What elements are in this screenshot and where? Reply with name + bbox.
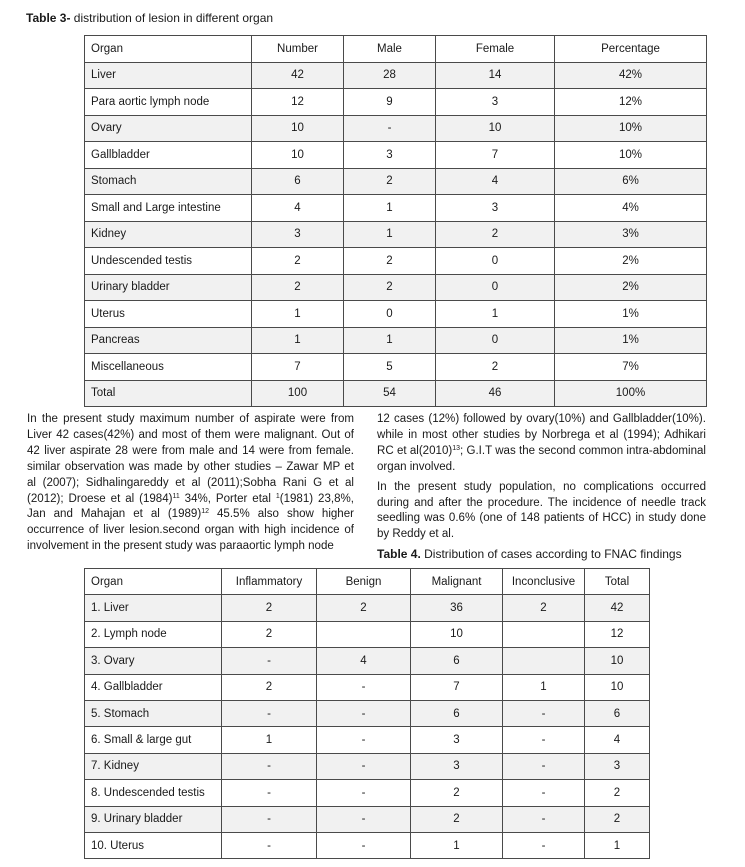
table-cell: - — [222, 832, 317, 858]
text-run: In the present study maximum number of aspirate were from Liver 42 cases(42%) and most of them were malignant. Out of 42 liver aspirate 28 were from male and 14 were from female. similar observation was made by other studies – Zawar MP et al (2007); Sidhalingareddy et al (2011);Sobha Rani G et al (2012); Droese et al (1984) — [27, 413, 354, 505]
table-cell: - — [317, 700, 411, 726]
table-row — [85, 89, 707, 116]
table-cell: 2 — [344, 168, 436, 195]
table4 — [84, 568, 650, 859]
table-row — [85, 327, 707, 354]
table-cell: 1% — [555, 301, 707, 328]
table-cell — [503, 648, 585, 674]
table-cell: 10. Uterus — [85, 832, 222, 858]
table-header-cell: Inflammatory — [222, 569, 317, 595]
table-cell: - — [344, 115, 436, 142]
table3 — [84, 35, 707, 407]
table3-caption — [26, 11, 273, 25]
table-cell: 6 — [411, 648, 503, 674]
table-cell: - — [503, 727, 585, 753]
table-cell: Pancreas — [85, 327, 252, 354]
table-cell: 4 — [585, 727, 650, 753]
table-header-cell: Organ — [85, 36, 252, 63]
body-text-left-column — [27, 412, 354, 555]
table-row — [85, 780, 650, 806]
table-cell: 3 — [436, 195, 555, 222]
table-cell: 12 — [252, 89, 344, 116]
table-header-cell: Malignant — [411, 569, 503, 595]
table4-title: Distribution of cases according to FNAC findings — [420, 547, 682, 561]
table-cell — [317, 621, 411, 647]
body-paragraph — [377, 480, 706, 544]
table-cell: 2% — [555, 248, 707, 275]
table-row — [85, 195, 707, 222]
text-run: 34%, Porter etal — [179, 492, 276, 505]
table-header-cell: Benign — [317, 569, 411, 595]
table-cell: 6 — [585, 700, 650, 726]
table-cell: 2 — [222, 674, 317, 700]
table-cell: 2 — [436, 221, 555, 248]
table-cell: 2 — [436, 354, 555, 381]
table-cell: 4 — [252, 195, 344, 222]
table-cell: 14 — [436, 62, 555, 89]
body-paragraph — [27, 412, 354, 555]
table-cell: 1 — [222, 727, 317, 753]
table-cell: 4. Gallbladder — [85, 674, 222, 700]
table-cell: 10% — [555, 142, 707, 169]
table-cell: - — [222, 780, 317, 806]
table-cell: - — [503, 700, 585, 726]
table-cell: 1 — [503, 674, 585, 700]
table-cell: 3% — [555, 221, 707, 248]
table-row — [85, 274, 707, 301]
table-cell: 12% — [555, 89, 707, 116]
table-cell: 100% — [555, 380, 707, 407]
table-header-row — [85, 569, 650, 595]
table-cell: 46 — [436, 380, 555, 407]
table-header-cell: Number — [252, 36, 344, 63]
table-cell: 4% — [555, 195, 707, 222]
table-cell: 0 — [344, 301, 436, 328]
table-cell: 10 — [585, 674, 650, 700]
table-cell: 1 — [411, 832, 503, 858]
table-cell: 100 — [252, 380, 344, 407]
table-cell: 10 — [436, 115, 555, 142]
citation-superscript: 1 — [275, 492, 280, 500]
table-cell: 0 — [436, 327, 555, 354]
table-cell: 42 — [252, 62, 344, 89]
text-run: 12 cases (12%) followed by ovary(10%) and Gallbladder(10%). while in most other studies by Norbrega et al (1994); Adhikari RC et al(2010) — [377, 413, 706, 457]
table-cell: 10 — [411, 621, 503, 647]
table-cell: Gallbladder — [85, 142, 252, 169]
table3-title: distribution of lesion in different organ — [70, 11, 274, 25]
table-cell: 5. Stomach — [85, 700, 222, 726]
text-run: 45.5% also show higher occurrence of liver lesion.second organ with high incidence of involvement in the present study was paraaortic lymph node — [27, 508, 354, 553]
table-cell: 6% — [555, 168, 707, 195]
table-row — [85, 168, 707, 195]
table-cell: 10 — [252, 142, 344, 169]
table-cell: 2 — [411, 780, 503, 806]
table-cell: 28 — [344, 62, 436, 89]
table-cell: 3 — [252, 221, 344, 248]
table4-caption — [377, 547, 682, 561]
citation-superscript: 12 — [201, 508, 209, 516]
table-cell: - — [503, 753, 585, 779]
table-cell: Undescended testis — [85, 248, 252, 275]
table-row — [85, 354, 707, 381]
table-cell: 2 — [344, 248, 436, 275]
table-row — [85, 806, 650, 832]
table-cell: 2. Lymph node — [85, 621, 222, 647]
table-row — [85, 221, 707, 248]
table-row — [85, 700, 650, 726]
text-run: (1981) 23,8%, Jan and Mahajan et al (1989) — [27, 492, 354, 521]
table-header-row — [85, 36, 707, 63]
table-cell: Ovary — [85, 115, 252, 142]
table-row — [85, 648, 650, 674]
table-cell: 1 — [252, 301, 344, 328]
table-cell: 1 — [252, 327, 344, 354]
table-cell: 7. Kidney — [85, 753, 222, 779]
table-cell: 10% — [555, 115, 707, 142]
table-cell: - — [222, 753, 317, 779]
table-cell: 7 — [411, 674, 503, 700]
table-cell: 3 — [585, 753, 650, 779]
table-row — [85, 62, 707, 89]
table-cell: Stomach — [85, 168, 252, 195]
table-cell: 2 — [585, 780, 650, 806]
table-cell: 4 — [317, 648, 411, 674]
table-cell: - — [222, 700, 317, 726]
table-cell: 0 — [436, 248, 555, 275]
table3-label: Table 3- — [26, 11, 71, 25]
body-paragraph — [377, 412, 706, 476]
table-cell: 42 — [585, 595, 650, 621]
table-cell: 12 — [585, 621, 650, 647]
table-cell: - — [222, 806, 317, 832]
table-cell: - — [317, 753, 411, 779]
table-cell: - — [503, 832, 585, 858]
table-cell: 1 — [344, 327, 436, 354]
table-cell: 6. Small & large gut — [85, 727, 222, 753]
table-cell: 2 — [317, 595, 411, 621]
table-cell: 4 — [436, 168, 555, 195]
table-header-cell: Organ — [85, 569, 222, 595]
table-cell: 54 — [344, 380, 436, 407]
table-row — [85, 832, 650, 858]
table-row — [85, 727, 650, 753]
table-header-cell: Male — [344, 36, 436, 63]
table-cell: 42% — [555, 62, 707, 89]
text-run: ; G.I.T was the second common intra-abdominal organ involved. — [377, 444, 706, 473]
table-cell: 10 — [252, 115, 344, 142]
text-run: In the present study population, no complications occurred during and after the procedure. The incidence of needle track seedling was 0.6% (one of 148 patients of HCC) in study done by Reddy et al. — [377, 480, 706, 541]
table-cell: 1% — [555, 327, 707, 354]
table-row — [85, 595, 650, 621]
table-cell: 3 — [344, 142, 436, 169]
table-cell: Kidney — [85, 221, 252, 248]
table-row — [85, 753, 650, 779]
table-cell: 3. Ovary — [85, 648, 222, 674]
table-cell: Miscellaneous — [85, 354, 252, 381]
table-cell: 1 — [436, 301, 555, 328]
table-cell: 0 — [436, 274, 555, 301]
table-row — [85, 248, 707, 275]
table-header-cell: Percentage — [555, 36, 707, 63]
table-row — [85, 674, 650, 700]
table-cell: 1 — [344, 195, 436, 222]
table-cell: Liver — [85, 62, 252, 89]
table-cell: 1 — [344, 221, 436, 248]
table-cell: 2 — [503, 595, 585, 621]
table-cell: - — [317, 727, 411, 753]
table-cell: 2 — [411, 806, 503, 832]
table-row — [85, 115, 707, 142]
table-row — [85, 621, 650, 647]
table-cell: - — [222, 648, 317, 674]
table-cell — [503, 621, 585, 647]
table-cell: 9. Urinary bladder — [85, 806, 222, 832]
table-cell: 7 — [252, 354, 344, 381]
body-text-right-column — [377, 412, 706, 543]
table-cell: 1 — [585, 832, 650, 858]
table-cell: Urinary bladder — [85, 274, 252, 301]
table-cell: 36 — [411, 595, 503, 621]
table-cell: 7 — [436, 142, 555, 169]
table-cell: Uterus — [85, 301, 252, 328]
table-cell: 2% — [555, 274, 707, 301]
table-header-cell: Inconclusive — [503, 569, 585, 595]
table-cell: - — [317, 780, 411, 806]
table-header-cell: Female — [436, 36, 555, 63]
citation-superscript: 11 — [172, 492, 180, 500]
table-cell: - — [503, 780, 585, 806]
table-cell: 2 — [585, 806, 650, 832]
table-cell: 7% — [555, 354, 707, 381]
table-cell: 1. Liver — [85, 595, 222, 621]
table-cell: 2 — [222, 595, 317, 621]
table-cell: 2 — [252, 248, 344, 275]
table-cell: - — [317, 674, 411, 700]
table-cell: 2 — [252, 274, 344, 301]
table-cell: 6 — [252, 168, 344, 195]
table-cell: 5 — [344, 354, 436, 381]
citation-superscript: 13 — [452, 444, 461, 452]
table-row — [85, 142, 707, 169]
table-cell: 3 — [411, 753, 503, 779]
table-cell: 8. Undescended testis — [85, 780, 222, 806]
table-cell: 2 — [344, 274, 436, 301]
table4-label: Table 4. — [377, 547, 421, 561]
table-cell: Para aortic lymph node — [85, 89, 252, 116]
table-cell: 3 — [436, 89, 555, 116]
table-cell: 6 — [411, 700, 503, 726]
table-row — [85, 301, 707, 328]
table-header-cell: Total — [585, 569, 650, 595]
table-cell: - — [317, 832, 411, 858]
table-cell: - — [503, 806, 585, 832]
table-cell: 9 — [344, 89, 436, 116]
table-cell: - — [317, 806, 411, 832]
table-cell: 3 — [411, 727, 503, 753]
table-cell: 2 — [222, 621, 317, 647]
table-cell: 10 — [585, 648, 650, 674]
table-cell: Total — [85, 380, 252, 407]
table-row — [85, 380, 707, 407]
table-cell: Small and Large intestine — [85, 195, 252, 222]
